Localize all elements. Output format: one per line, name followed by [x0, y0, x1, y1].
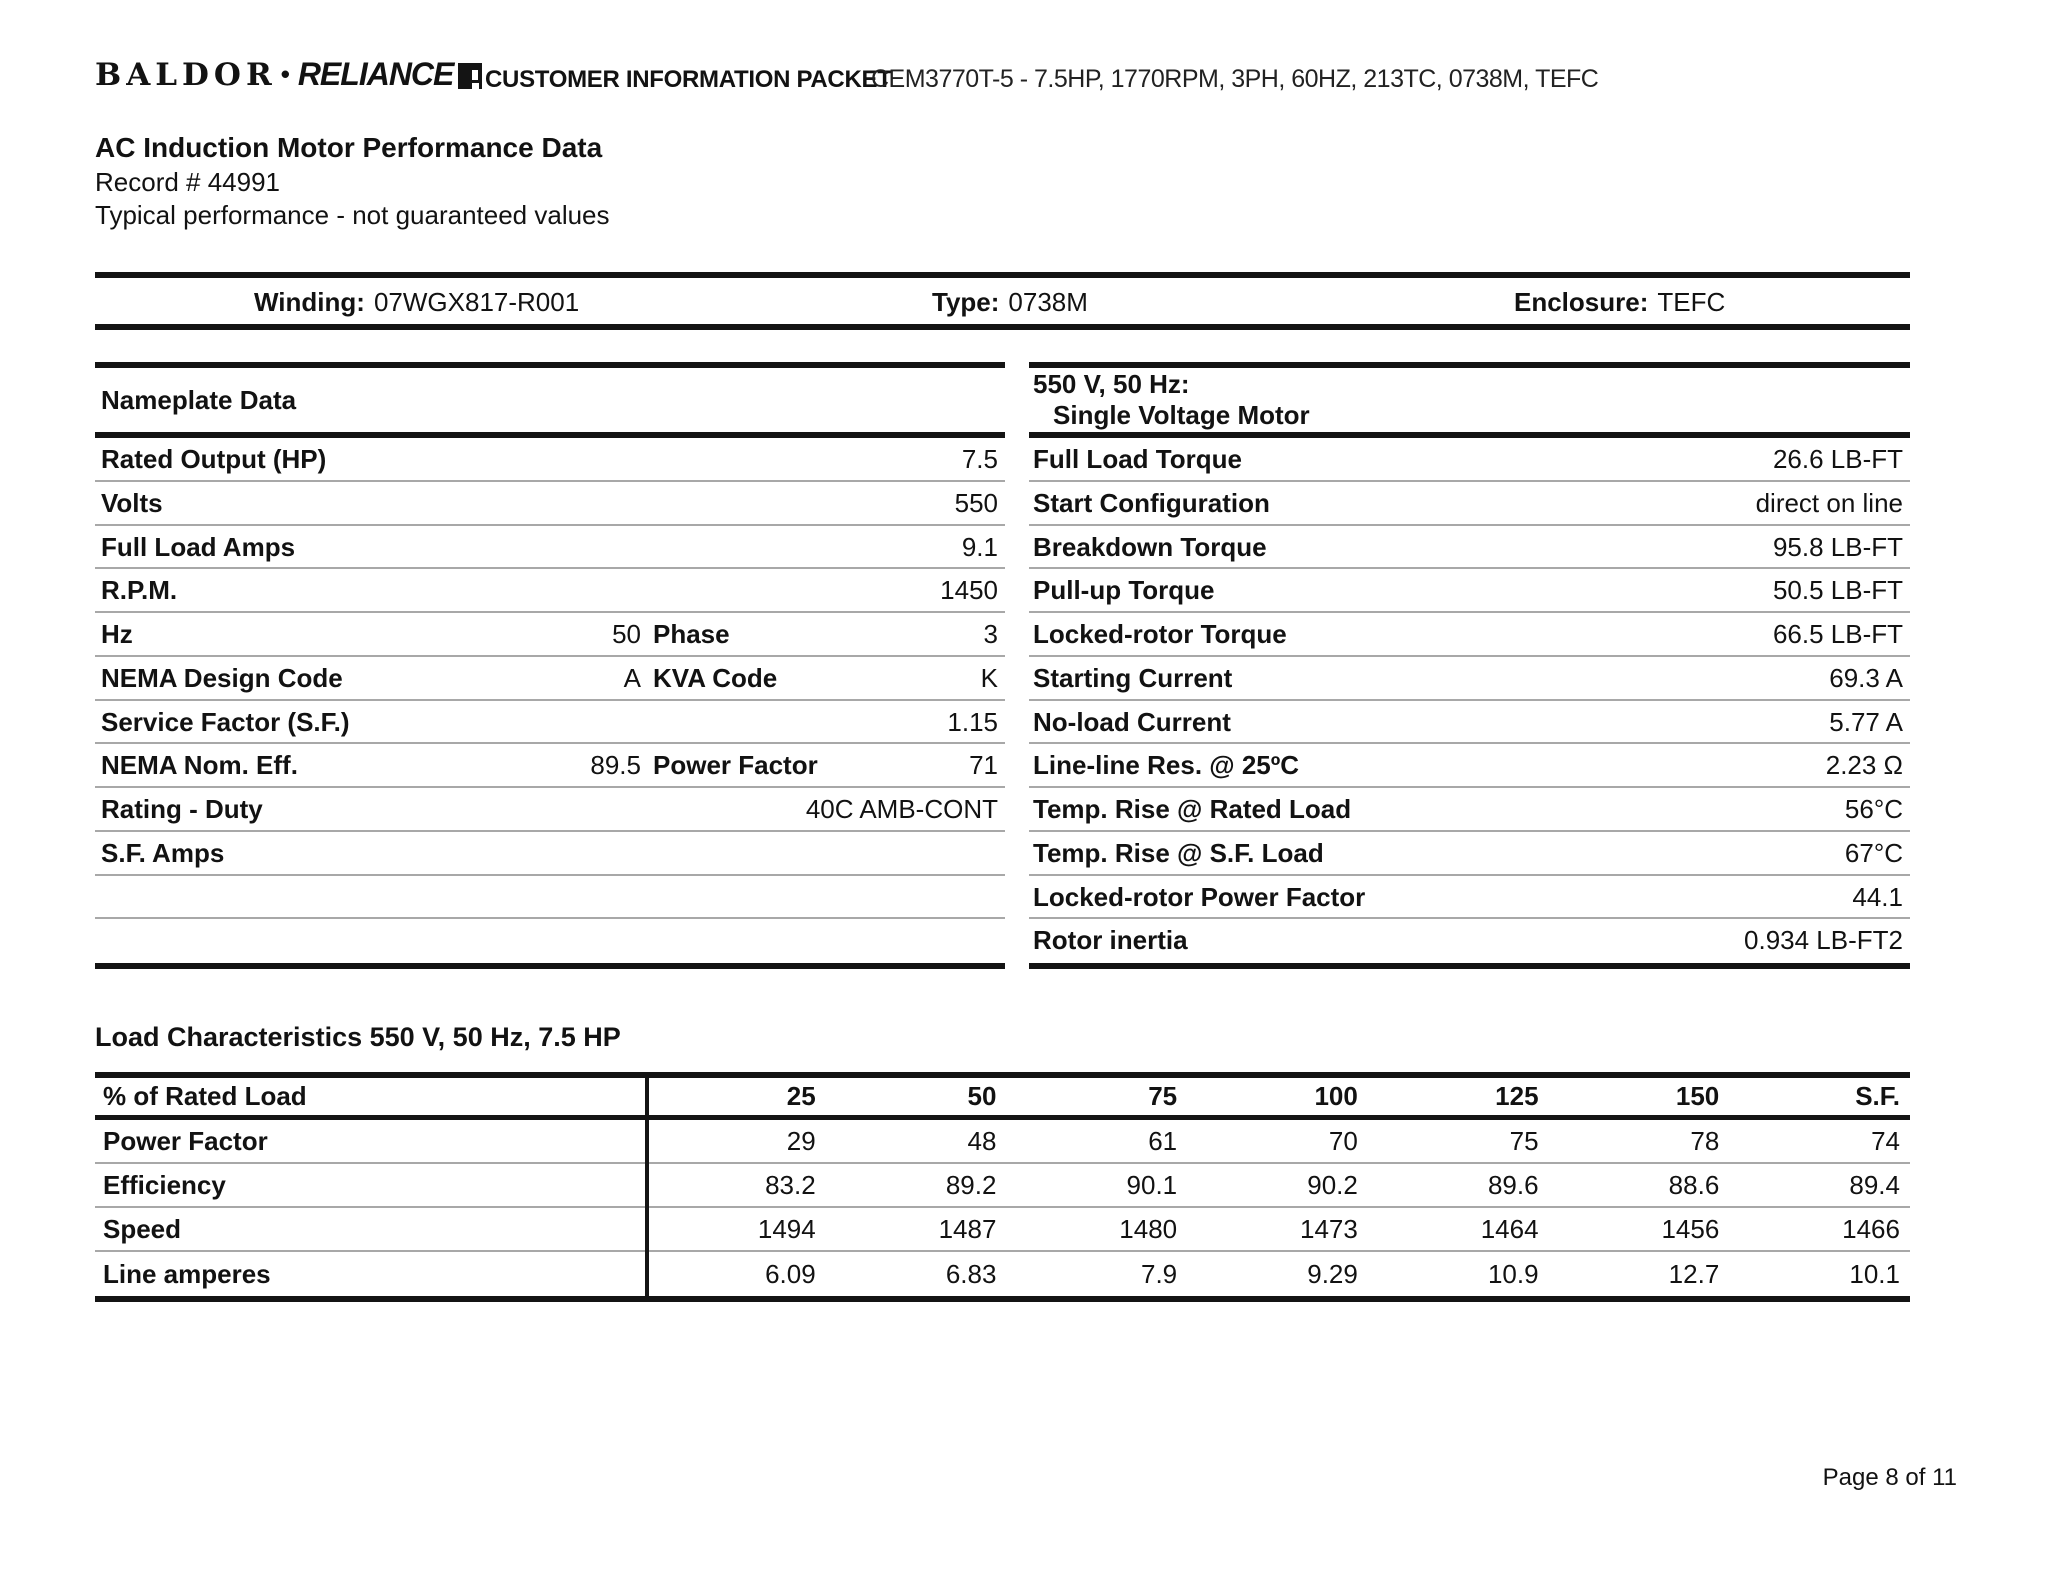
performance-tables — [95, 362, 1910, 969]
page-header — [95, 56, 1910, 106]
load-characteristics-title: Load Characteristics 550 V, 50 Hz, 7.5 HP — [95, 1022, 621, 1052]
row-label — [95, 882, 101, 912]
cell-value: 1466 — [1842, 1213, 1900, 1244]
table-row — [1029, 701, 1910, 745]
enclosure-value: TEFC — [1657, 287, 1726, 317]
row-value: 5.77 A — [1829, 706, 1903, 737]
cell-value: 83.2 — [765, 1169, 816, 1200]
row-label: Breakdown Torque — [1033, 531, 1267, 562]
type-value: 0738M — [1008, 287, 1088, 317]
row-value: 69.3 A — [1829, 662, 1903, 693]
cell-value: 89.6 — [1487, 1169, 1539, 1200]
cell-value: 1494 — [757, 1213, 816, 1244]
enclosure-field — [1514, 278, 1725, 326]
cell-value: 29 — [786, 1125, 816, 1156]
cell-value: 12.7 — [1668, 1258, 1720, 1289]
table-vertical-divider — [645, 1078, 649, 1296]
cell-value: 89.4 — [1849, 1169, 1900, 1200]
winding-value: 07WGX817-R001 — [373, 287, 580, 317]
cell-value: 90.2 — [1307, 1169, 1358, 1200]
cell-value: 89.2 — [945, 1169, 997, 1200]
table-row — [1029, 657, 1910, 701]
row-mid-label: Phase — [653, 619, 730, 649]
row-value: K — [980, 662, 998, 693]
row-label: S.F. Amps — [101, 837, 225, 868]
cell-value: 6.09 — [765, 1258, 816, 1289]
row-label: NEMA Design Code — [101, 662, 343, 693]
row-value: 9.1 — [961, 531, 998, 562]
row-label: Rotor inertia — [1033, 925, 1188, 956]
row-value: 26.6 LB-FT — [1772, 444, 1903, 474]
row-label: Temp. Rise @ S.F. Load — [1033, 837, 1324, 868]
row-label: Locked-rotor Torque — [1033, 619, 1287, 649]
cell-value: 1473 — [1300, 1213, 1358, 1244]
cell-value: 78 — [1690, 1125, 1720, 1156]
table-row — [95, 569, 1005, 613]
table-row — [95, 1120, 1910, 1164]
load-characteristics-table — [95, 1072, 1910, 1302]
row-label: Start Configuration — [1033, 487, 1270, 518]
motor-model-line: CEM3770T-5 - 7.5HP, 1770RPM, 3PH, 60HZ, 213TC, 0738M, TEFC — [871, 65, 1599, 93]
row-value: 95.8 LB-FT — [1772, 531, 1903, 562]
row-value: 56°C — [1844, 794, 1903, 824]
voltage-table-title — [1029, 368, 1910, 438]
table-row — [1029, 832, 1910, 876]
table-row — [95, 526, 1005, 570]
row-value: 0.934 LB-FT2 — [1744, 925, 1903, 956]
row-label: Temp. Rise @ Rated Load — [1033, 794, 1352, 824]
voltage-table — [1029, 362, 1910, 969]
table-row — [95, 1208, 1910, 1252]
row-value: 67°C — [1844, 837, 1903, 868]
record-number: Record # 44991 — [95, 167, 281, 197]
nameplate-table — [95, 362, 1005, 969]
logo-dot: • — [280, 59, 290, 89]
row-label: Line amperes — [103, 1258, 271, 1289]
row-value: 1450 — [940, 575, 998, 606]
table-row — [1029, 744, 1910, 788]
table-row — [1029, 613, 1910, 657]
row-label: Full Load Amps — [101, 531, 296, 562]
performance-note: Typical performance - not guaranteed values — [95, 200, 610, 230]
winding-label: Winding: — [254, 287, 365, 317]
page-title: AC Induction Motor Performance Data — [95, 132, 603, 163]
row-label: NEMA Nom. Eff. — [101, 750, 298, 781]
table-row — [1029, 482, 1910, 526]
row-label: Efficiency — [103, 1169, 226, 1200]
voltage-title-line2: Single Voltage Motor — [1053, 400, 1310, 430]
row-value: 40C AMB-CONT — [805, 794, 998, 824]
row-value: 7.5 — [961, 444, 998, 474]
cell-value: 1464 — [1480, 1213, 1539, 1244]
table-row — [95, 1252, 1910, 1296]
row-mid-value: A — [623, 662, 641, 693]
table-row — [1029, 876, 1910, 920]
reliance-logo-mark — [457, 61, 483, 91]
table-row — [95, 832, 1005, 876]
cell-value: 1456 — [1661, 1213, 1720, 1244]
cell-value: 75 — [1509, 1125, 1539, 1156]
row-label: Pull-up Torque — [1033, 575, 1215, 606]
table-row — [95, 788, 1005, 832]
table-row — [1029, 569, 1910, 613]
row-value: 44.1 — [1852, 881, 1903, 912]
cell-value: 10.9 — [1487, 1258, 1539, 1289]
table-row — [1029, 438, 1910, 482]
cell-value: 88.6 — [1668, 1169, 1720, 1200]
table-row — [95, 438, 1005, 482]
table-row — [95, 613, 1005, 657]
table-header-row — [95, 1078, 1910, 1120]
enclosure-label: Enclosure: — [1514, 287, 1649, 317]
column-header: 125 — [1495, 1081, 1539, 1111]
row-label — [95, 925, 101, 955]
cell-value: 7.9 — [1140, 1258, 1178, 1289]
row-value: direct on line — [1755, 487, 1903, 518]
row-label: R.P.M. — [101, 575, 178, 606]
row-mid-value: 89.5 — [590, 750, 641, 781]
cell-value: 9.29 — [1307, 1258, 1358, 1289]
row-value: 3 — [983, 619, 998, 649]
row-label: Full Load Torque — [1033, 444, 1242, 474]
cell-value: 48 — [967, 1125, 997, 1156]
nameplate-table-title: Nameplate Data — [95, 368, 1005, 438]
page-number: Page 8 of 11 — [1822, 1464, 1957, 1491]
table-row — [95, 744, 1005, 788]
cell-value: 74 — [1871, 1125, 1900, 1156]
title-block — [95, 130, 610, 232]
winding-summary-bar — [95, 272, 1910, 330]
column-header: 50 — [967, 1081, 997, 1111]
type-field — [932, 278, 1088, 326]
logo-baldor-text: BALDOR — [95, 56, 277, 93]
row-label: Locked-rotor Power Factor — [1033, 881, 1366, 912]
packet-title: CUSTOMER INFORMATION PACKET — [485, 66, 892, 93]
cell-value: 70 — [1328, 1125, 1358, 1156]
row-label: Rated Output (HP) — [101, 444, 327, 474]
cell-value: 6.83 — [945, 1258, 997, 1289]
row-label: Service Factor (S.F.) — [101, 706, 350, 737]
row-label: Power Factor — [103, 1125, 268, 1156]
row-label: Volts — [101, 487, 163, 518]
column-header: 100 — [1314, 1081, 1358, 1111]
table-row — [95, 657, 1005, 701]
table-row — [95, 1164, 1910, 1208]
table-row — [1029, 526, 1910, 570]
column-header: % of Rated Load — [103, 1081, 307, 1111]
type-label: Type: — [932, 287, 1000, 317]
column-header: 75 — [1148, 1081, 1178, 1111]
row-value: 66.5 LB-FT — [1772, 619, 1903, 649]
table-row — [95, 876, 1005, 920]
row-value: 1.15 — [947, 706, 998, 737]
table-row — [95, 919, 1005, 963]
cell-value: 90.1 — [1126, 1169, 1178, 1200]
row-value: 550 — [954, 487, 998, 518]
row-label: Speed — [103, 1213, 182, 1244]
row-value: 71 — [969, 750, 998, 781]
row-mid-label: KVA Code — [653, 662, 778, 693]
cell-value: 1480 — [1119, 1213, 1178, 1244]
row-label: Line-line Res. @ 25ºC — [1033, 750, 1300, 781]
table-row — [1029, 919, 1910, 963]
row-label: No-load Current — [1033, 706, 1231, 737]
column-header: 150 — [1675, 1081, 1720, 1111]
page-footer — [1823, 1464, 1957, 1492]
winding-field — [254, 278, 579, 326]
voltage-title-line1: 550 V, 50 Hz: — [1033, 369, 1190, 399]
row-value: 50.5 LB-FT — [1772, 575, 1903, 606]
table-row — [95, 701, 1005, 745]
cell-value: 1487 — [938, 1213, 997, 1244]
table-row — [95, 482, 1005, 526]
column-header: 25 — [786, 1081, 816, 1111]
cell-value: 10.1 — [1849, 1258, 1900, 1289]
column-header: S.F. — [1855, 1081, 1900, 1111]
logo-reliance-text: RELIANCE — [297, 56, 454, 92]
row-label: Hz — [101, 619, 133, 649]
row-mid-value: 50 — [612, 619, 641, 649]
row-label: Starting Current — [1033, 662, 1233, 693]
baldor-reliance-logo — [95, 56, 483, 93]
row-label: Rating - Duty — [101, 794, 263, 824]
cell-value: 61 — [1148, 1125, 1178, 1156]
table-row — [1029, 788, 1910, 832]
row-value: 2.23 Ω — [1825, 750, 1903, 781]
row-mid-label: Power Factor — [653, 750, 818, 781]
